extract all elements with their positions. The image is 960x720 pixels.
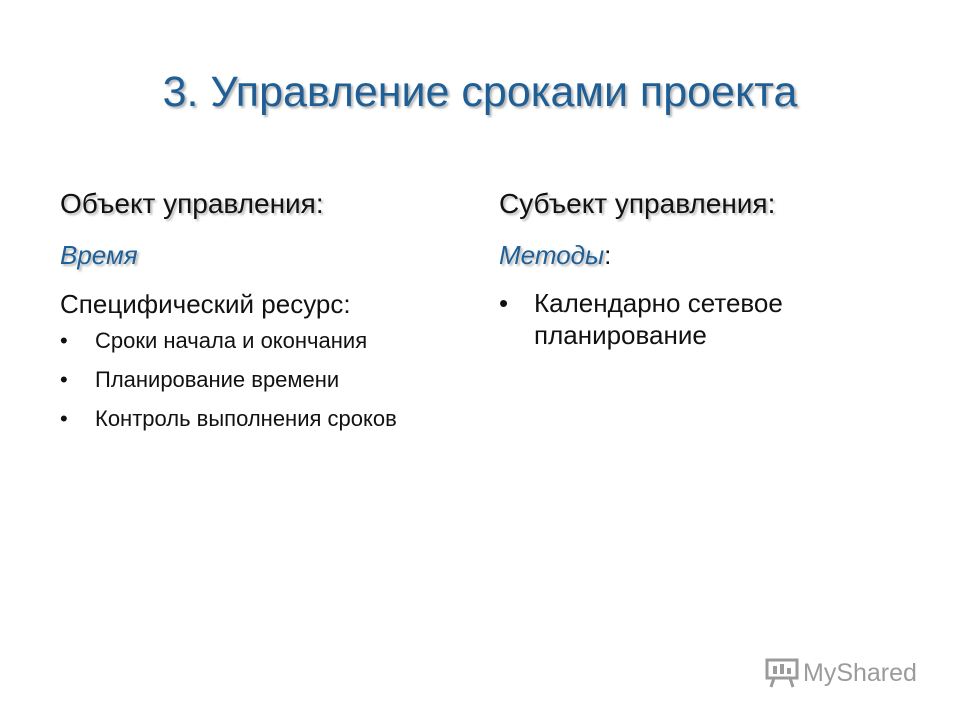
subject-column <box>499 186 919 351</box>
list-item <box>60 404 480 434</box>
list-item-text: Планирование времени <box>95 367 340 392</box>
list-item <box>60 365 480 395</box>
object-keyword-line <box>60 239 480 271</box>
watermark-text: MyShared <box>803 659 917 687</box>
bullet-icon: • <box>499 288 509 318</box>
list-item <box>499 287 919 351</box>
bullet-icon: • <box>60 367 68 392</box>
list-item-text: Календарно сетевое планирование <box>534 288 783 350</box>
bullet-icon: • <box>60 406 68 431</box>
presentation-board-icon <box>765 657 799 689</box>
list-item-text: Контроль выполнения сроков <box>95 406 397 431</box>
subject-bullet-list <box>499 287 919 351</box>
slide-title: 3. Управление сроками проекта <box>162 68 798 116</box>
object-subheading: Специфический ресурс: <box>60 289 351 319</box>
list-item-text: Сроки начала и окончания <box>95 328 368 353</box>
bullet-icon: • <box>60 328 68 353</box>
watermark <box>765 657 917 689</box>
subject-keyword-line <box>499 239 919 271</box>
subject-keyword-colon: : <box>604 240 612 270</box>
object-heading: Объект управления: <box>60 188 324 219</box>
object-keyword: Время <box>60 240 138 270</box>
object-column <box>60 186 480 443</box>
list-item <box>60 326 480 356</box>
subject-keyword: Методы <box>499 240 605 270</box>
object-bullet-list <box>60 326 480 434</box>
subject-heading: Субъект управления: <box>499 188 776 219</box>
